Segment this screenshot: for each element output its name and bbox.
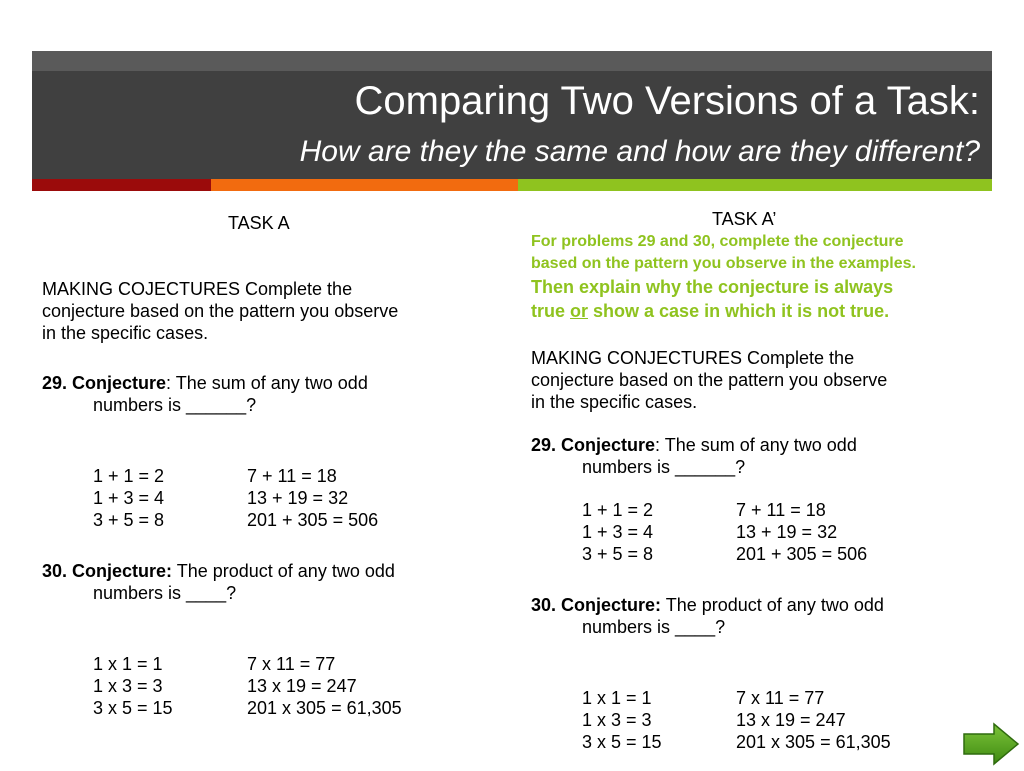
task-a-heading: TASK A bbox=[228, 213, 290, 233]
task-a-sum-row: 3 + 5 = 8 201 + 305 = 506 bbox=[93, 510, 379, 530]
problem-30-label: 30. Conjecture: bbox=[531, 595, 662, 615]
task-a-product-row: 1 x 1 = 1 7 x 11 = 77 bbox=[93, 654, 336, 674]
task-a-prime-product-row: 1 x 3 = 3 13 x 19 = 247 bbox=[582, 710, 846, 730]
task-a-prime-intro-line3: in the specific cases. bbox=[531, 392, 698, 412]
task-a-intro-line3: in the specific cases. bbox=[42, 323, 209, 343]
right-arrow-icon bbox=[962, 722, 1020, 766]
accent-strip-red bbox=[32, 179, 211, 191]
task-a-intro-line2: conjecture based on the pattern you observe bbox=[42, 301, 399, 321]
green-instruction-line2: based on the pattern you observe in the examples. bbox=[531, 255, 916, 272]
task-a-prime-product-row: 3 x 5 = 15 201 x 305 = 61,305 bbox=[582, 732, 891, 752]
task-a-prime-intro-line1: MAKING CONJECTURES Complete the bbox=[531, 348, 855, 368]
task-a-problem-29 bbox=[42, 372, 368, 394]
accent-strip-orange bbox=[211, 179, 518, 191]
problem-29-text: : The sum of any two odd bbox=[166, 373, 368, 393]
green-instruction-line3: Then explain why the conjecture is always bbox=[531, 277, 894, 297]
green-instruction-line4: true or show a case in which it is not true. bbox=[531, 301, 890, 321]
task-a-product-row: 3 x 5 = 15 201 x 305 = 61,305 bbox=[93, 698, 402, 718]
task-a-prime-sum-row: 1 + 3 = 4 13 + 19 = 32 bbox=[582, 522, 838, 542]
slide-subtitle: How are they the same and how are they different? bbox=[299, 135, 980, 168]
problem-29-label: 29. Conjecture bbox=[42, 373, 167, 393]
task-a-prime-problem-29-cont: numbers is ______? bbox=[582, 457, 746, 477]
task-a-problem-30-cont: numbers is ____? bbox=[93, 583, 237, 603]
task-a-intro-line1: MAKING COJECTURES Complete the bbox=[42, 279, 353, 299]
task-a-problem-30 bbox=[42, 560, 395, 582]
accent-strip-green bbox=[518, 179, 992, 191]
task-a-prime-problem-30 bbox=[531, 594, 884, 616]
task-a-product-row: 1 x 3 = 3 13 x 19 = 247 bbox=[93, 676, 357, 696]
next-slide-button[interactable] bbox=[962, 722, 1020, 766]
task-a-prime-heading: TASK A’ bbox=[712, 209, 777, 229]
or-emphasis: or bbox=[570, 301, 589, 321]
problem-30-text: The product of any two odd bbox=[172, 561, 395, 581]
problem-29-label: 29. Conjecture bbox=[531, 435, 656, 455]
task-a-prime-sum-row: 1 + 1 = 2 7 + 11 = 18 bbox=[582, 500, 826, 520]
slide-title: Comparing Two Versions of a Task: bbox=[354, 79, 980, 123]
task-a-prime-problem-29 bbox=[531, 434, 857, 456]
green-instruction-line1: For problems 29 and 30, complete the conjecture bbox=[531, 233, 904, 250]
problem-29-text: : The sum of any two odd bbox=[655, 435, 857, 455]
task-a-prime-intro-line2: conjecture based on the pattern you observe bbox=[531, 370, 888, 390]
task-a-problem-29-cont: numbers is ______? bbox=[93, 395, 257, 415]
task-a-prime-sum-row: 3 + 5 = 8 201 + 305 = 506 bbox=[582, 544, 868, 564]
task-a-sum-row: 1 + 1 = 2 7 + 11 = 18 bbox=[93, 466, 337, 486]
title-bar bbox=[32, 51, 992, 179]
task-a-prime-problem-30-cont: numbers is ____? bbox=[582, 617, 726, 637]
task-a-sum-row: 1 + 3 = 4 13 + 19 = 32 bbox=[93, 488, 349, 508]
problem-30-label: 30. Conjecture: bbox=[42, 561, 173, 581]
task-a-prime-product-row: 1 x 1 = 1 7 x 11 = 77 bbox=[582, 688, 825, 708]
title-top-strip bbox=[32, 51, 992, 71]
problem-30-text: The product of any two odd bbox=[661, 595, 884, 615]
